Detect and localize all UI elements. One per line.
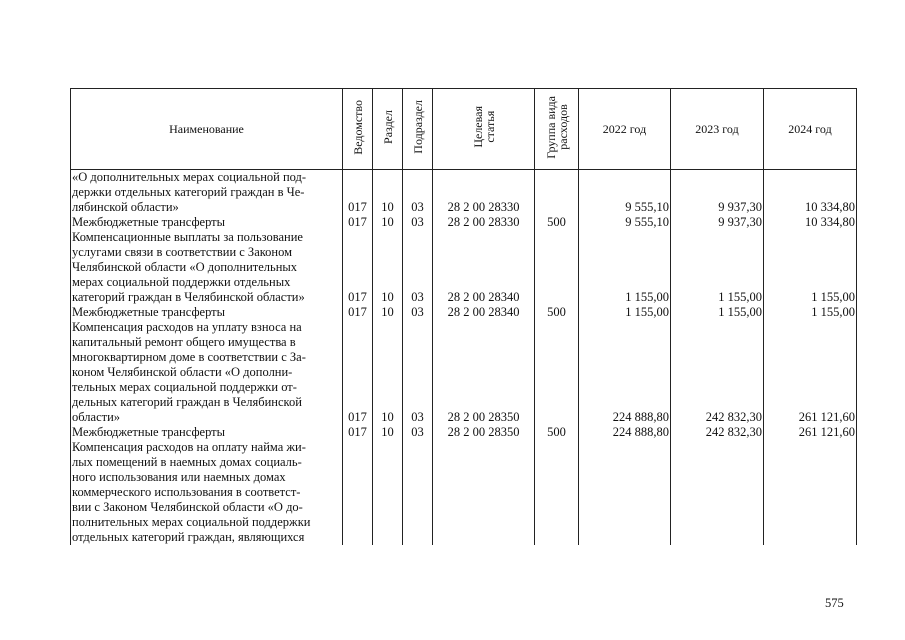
row-razdel <box>373 395 403 410</box>
row-razdel <box>373 260 403 275</box>
row-razdel <box>373 185 403 200</box>
row-2023: 9 937,30 <box>671 215 764 230</box>
table-row <box>71 230 857 245</box>
row-target <box>433 380 535 395</box>
row-podrazdel <box>403 440 433 455</box>
row-2023: 1 155,00 <box>671 290 764 305</box>
row-2023 <box>671 395 764 410</box>
row-name: Межбюджетные трансферты <box>71 215 343 230</box>
row-target: 28 2 00 28330 <box>433 200 535 215</box>
row-podrazdel <box>403 365 433 380</box>
page-number: 575 <box>825 596 844 610</box>
table-row <box>71 170 857 186</box>
row-group <box>535 200 579 215</box>
row-target <box>433 335 535 350</box>
row-vedomstvo <box>343 500 373 515</box>
row-name: многоквартирном доме в соответствии с За- <box>71 350 343 365</box>
row-2022 <box>579 440 671 455</box>
row-name: лых помещений в наемных домах социаль- <box>71 455 343 470</box>
row-2024 <box>764 335 857 350</box>
header-name: Наименование <box>71 89 343 170</box>
header-group: Группа вида расходов <box>535 89 579 170</box>
row-name: Компенсационные выплаты за пользование <box>71 230 343 245</box>
row-vedomstvo <box>343 170 373 186</box>
row-2022: 9 555,10 <box>579 200 671 215</box>
row-group <box>535 320 579 335</box>
table-row <box>71 365 857 380</box>
row-2023 <box>671 185 764 200</box>
row-2022 <box>579 365 671 380</box>
row-2023: 1 155,00 <box>671 305 764 320</box>
row-2024: 1 155,00 <box>764 290 857 305</box>
row-razdel <box>373 515 403 530</box>
row-2023 <box>671 500 764 515</box>
row-2024 <box>764 395 857 410</box>
row-2024: 10 334,80 <box>764 200 857 215</box>
row-target <box>433 515 535 530</box>
table-row <box>71 395 857 410</box>
row-2023 <box>671 470 764 485</box>
row-group <box>535 530 579 545</box>
row-2022 <box>579 515 671 530</box>
row-razdel: 10 <box>373 215 403 230</box>
row-2024 <box>764 170 857 186</box>
table-row <box>71 335 857 350</box>
row-name: Межбюджетные трансферты <box>71 305 343 320</box>
row-vedomstvo <box>343 380 373 395</box>
row-vedomstvo <box>343 530 373 545</box>
table-row <box>71 500 857 515</box>
row-razdel <box>373 170 403 186</box>
row-target: 28 2 00 28330 <box>433 215 535 230</box>
row-2023 <box>671 260 764 275</box>
row-podrazdel <box>403 455 433 470</box>
row-name: Компенсация расходов на уплату взноса на <box>71 320 343 335</box>
table-row <box>71 455 857 470</box>
table-row <box>71 260 857 275</box>
row-2022 <box>579 260 671 275</box>
row-razdel <box>373 455 403 470</box>
row-2024 <box>764 275 857 290</box>
row-podrazdel <box>403 245 433 260</box>
row-podrazdel <box>403 350 433 365</box>
row-2023 <box>671 245 764 260</box>
row-2023 <box>671 455 764 470</box>
row-2024 <box>764 515 857 530</box>
row-razdel <box>373 380 403 395</box>
row-2023 <box>671 230 764 245</box>
row-razdel <box>373 500 403 515</box>
row-group <box>535 290 579 305</box>
row-2023: 9 937,30 <box>671 200 764 215</box>
budget-table <box>70 88 857 545</box>
row-podrazdel: 03 <box>403 290 433 305</box>
row-podrazdel: 03 <box>403 410 433 425</box>
row-group <box>535 470 579 485</box>
row-2024: 10 334,80 <box>764 215 857 230</box>
row-group <box>535 245 579 260</box>
row-target <box>433 185 535 200</box>
table-row <box>71 515 857 530</box>
row-2024 <box>764 230 857 245</box>
row-name: «О дополнительных мерах социальной под- <box>71 170 343 186</box>
row-2024 <box>764 440 857 455</box>
row-podrazdel <box>403 485 433 500</box>
row-podrazdel: 03 <box>403 200 433 215</box>
row-vedomstvo: 017 <box>343 215 373 230</box>
row-2024 <box>764 500 857 515</box>
row-2022 <box>579 185 671 200</box>
row-name: капитальный ремонт общего имущества в <box>71 335 343 350</box>
row-name: Межбюджетные трансферты <box>71 425 343 440</box>
row-2023: 242 832,30 <box>671 425 764 440</box>
row-name: ного использования или наемных домах <box>71 470 343 485</box>
row-2024 <box>764 320 857 335</box>
row-target <box>433 395 535 410</box>
row-group: 500 <box>535 215 579 230</box>
row-razdel <box>373 350 403 365</box>
table-row <box>71 215 857 230</box>
row-name: держки отдельных категорий граждан в Че- <box>71 185 343 200</box>
table-body <box>71 170 857 546</box>
row-2024: 1 155,00 <box>764 305 857 320</box>
header-2024: 2024 год <box>764 89 857 170</box>
row-razdel <box>373 470 403 485</box>
row-target <box>433 245 535 260</box>
row-group <box>535 515 579 530</box>
row-2023 <box>671 350 764 365</box>
row-name: Челябинской области «О дополнительных <box>71 260 343 275</box>
row-vedomstvo <box>343 350 373 365</box>
row-podrazdel <box>403 275 433 290</box>
table-row <box>71 410 857 425</box>
row-2022: 9 555,10 <box>579 215 671 230</box>
row-2022 <box>579 170 671 186</box>
table-row <box>71 530 857 545</box>
row-podrazdel: 03 <box>403 215 433 230</box>
row-name: тельных мерах социальной поддержки от- <box>71 380 343 395</box>
row-podrazdel <box>403 515 433 530</box>
row-name: коммерческого использования в соответст- <box>71 485 343 500</box>
row-vedomstvo: 017 <box>343 290 373 305</box>
row-group <box>535 185 579 200</box>
row-name: лябинской области» <box>71 200 343 215</box>
row-2022 <box>579 230 671 245</box>
row-group <box>535 485 579 500</box>
row-vedomstvo <box>343 185 373 200</box>
row-razdel: 10 <box>373 305 403 320</box>
row-razdel: 10 <box>373 200 403 215</box>
row-name: полнительных мерах социальной поддержки <box>71 515 343 530</box>
row-2023 <box>671 170 764 186</box>
row-2022 <box>579 530 671 545</box>
row-2024 <box>764 485 857 500</box>
row-razdel <box>373 365 403 380</box>
row-razdel <box>373 230 403 245</box>
table-row <box>71 275 857 290</box>
row-2022: 224 888,80 <box>579 410 671 425</box>
row-razdel <box>373 485 403 500</box>
row-group <box>535 230 579 245</box>
table-row <box>71 440 857 455</box>
row-podrazdel <box>403 170 433 186</box>
row-2022 <box>579 395 671 410</box>
row-target: 28 2 00 28340 <box>433 305 535 320</box>
row-2022 <box>579 455 671 470</box>
row-group <box>535 455 579 470</box>
row-2022: 224 888,80 <box>579 425 671 440</box>
row-2024 <box>764 455 857 470</box>
row-target <box>433 170 535 186</box>
row-group <box>535 365 579 380</box>
row-group <box>535 335 579 350</box>
header-podrazdel: Подраздел <box>403 89 433 170</box>
row-vedomstvo <box>343 245 373 260</box>
row-2024 <box>764 185 857 200</box>
row-2023 <box>671 365 764 380</box>
row-2022 <box>579 380 671 395</box>
row-vedomstvo <box>343 485 373 500</box>
row-vedomstvo <box>343 260 373 275</box>
row-target: 28 2 00 28350 <box>433 425 535 440</box>
table-row <box>71 380 857 395</box>
row-name: коном Челябинской области «О дополни- <box>71 365 343 380</box>
row-razdel <box>373 530 403 545</box>
row-target <box>433 260 535 275</box>
row-vedomstvo <box>343 395 373 410</box>
row-razdel <box>373 320 403 335</box>
row-podrazdel <box>403 380 433 395</box>
row-2022 <box>579 275 671 290</box>
row-2023: 242 832,30 <box>671 410 764 425</box>
row-2022: 1 155,00 <box>579 305 671 320</box>
row-podrazdel <box>403 185 433 200</box>
row-target <box>433 350 535 365</box>
row-target <box>433 320 535 335</box>
row-podrazdel <box>403 260 433 275</box>
row-vedomstvo <box>343 470 373 485</box>
row-vedomstvo <box>343 320 373 335</box>
table-row <box>71 200 857 215</box>
row-target <box>433 470 535 485</box>
header-target: Целевая статья <box>433 89 535 170</box>
row-razdel: 10 <box>373 410 403 425</box>
row-vedomstvo: 017 <box>343 200 373 215</box>
row-podrazdel: 03 <box>403 425 433 440</box>
row-2024: 261 121,60 <box>764 425 857 440</box>
row-name: Компенсация расходов на оплату найма жи- <box>71 440 343 455</box>
table-row <box>71 305 857 320</box>
row-group <box>535 380 579 395</box>
row-razdel <box>373 245 403 260</box>
row-vedomstvo <box>343 335 373 350</box>
table-row <box>71 485 857 500</box>
table-row <box>71 185 857 200</box>
row-target <box>433 275 535 290</box>
row-podrazdel <box>403 500 433 515</box>
row-2024 <box>764 380 857 395</box>
row-vedomstvo <box>343 230 373 245</box>
row-2024 <box>764 350 857 365</box>
row-name: отдельных категорий граждан, являющихся <box>71 530 343 545</box>
table-row <box>71 290 857 305</box>
row-name: категорий граждан в Челябинской области» <box>71 290 343 305</box>
row-2023 <box>671 515 764 530</box>
row-name: дельных категорий граждан в Челябинской <box>71 395 343 410</box>
row-podrazdel <box>403 470 433 485</box>
table-row <box>71 350 857 365</box>
row-podrazdel: 03 <box>403 305 433 320</box>
row-vedomstvo: 017 <box>343 410 373 425</box>
row-podrazdel <box>403 530 433 545</box>
row-2024 <box>764 365 857 380</box>
row-2024 <box>764 530 857 545</box>
row-target <box>433 485 535 500</box>
row-2022 <box>579 350 671 365</box>
row-2022 <box>579 470 671 485</box>
row-2024: 261 121,60 <box>764 410 857 425</box>
row-razdel <box>373 440 403 455</box>
table-header-row <box>71 89 857 170</box>
row-group <box>535 350 579 365</box>
row-podrazdel <box>403 395 433 410</box>
row-group: 500 <box>535 425 579 440</box>
row-2022 <box>579 500 671 515</box>
row-group <box>535 260 579 275</box>
row-vedomstvo <box>343 275 373 290</box>
row-2024 <box>764 470 857 485</box>
row-group <box>535 170 579 186</box>
row-2022 <box>579 335 671 350</box>
row-podrazdel <box>403 335 433 350</box>
table-row <box>71 425 857 440</box>
header-2023: 2023 год <box>671 89 764 170</box>
row-razdel: 10 <box>373 425 403 440</box>
row-vedomstvo: 017 <box>343 305 373 320</box>
row-2022: 1 155,00 <box>579 290 671 305</box>
row-target <box>433 230 535 245</box>
row-podrazdel <box>403 230 433 245</box>
row-2023 <box>671 485 764 500</box>
row-2023 <box>671 320 764 335</box>
row-podrazdel <box>403 320 433 335</box>
row-name: услугами связи в соответствии с Законом <box>71 245 343 260</box>
row-group <box>535 275 579 290</box>
table-row <box>71 470 857 485</box>
row-vedomstvo: 017 <box>343 425 373 440</box>
header-2022: 2022 год <box>579 89 671 170</box>
row-target <box>433 530 535 545</box>
row-target: 28 2 00 28350 <box>433 410 535 425</box>
header-razdel: Раздел <box>373 89 403 170</box>
row-target <box>433 500 535 515</box>
row-vedomstvo <box>343 455 373 470</box>
row-group <box>535 410 579 425</box>
row-2023 <box>671 530 764 545</box>
row-2023 <box>671 335 764 350</box>
row-target <box>433 455 535 470</box>
row-name: вии с Законом Челябинской области «О до- <box>71 500 343 515</box>
row-razdel <box>373 275 403 290</box>
row-name: области» <box>71 410 343 425</box>
row-2022 <box>579 320 671 335</box>
table-row <box>71 320 857 335</box>
table-row <box>71 245 857 260</box>
row-2024 <box>764 260 857 275</box>
row-target <box>433 440 535 455</box>
row-target <box>433 365 535 380</box>
row-2023 <box>671 380 764 395</box>
row-vedomstvo <box>343 440 373 455</box>
row-vedomstvo <box>343 515 373 530</box>
row-group <box>535 500 579 515</box>
row-name: мерах социальной поддержки отдельных <box>71 275 343 290</box>
row-2024 <box>764 245 857 260</box>
row-vedomstvo <box>343 365 373 380</box>
row-2023 <box>671 275 764 290</box>
row-2022 <box>579 245 671 260</box>
row-group <box>535 395 579 410</box>
row-group: 500 <box>535 305 579 320</box>
row-2023 <box>671 440 764 455</box>
row-razdel: 10 <box>373 290 403 305</box>
row-razdel <box>373 335 403 350</box>
row-2022 <box>579 485 671 500</box>
header-vedomstvo: Ведомство <box>343 89 373 170</box>
row-target: 28 2 00 28340 <box>433 290 535 305</box>
row-group <box>535 440 579 455</box>
